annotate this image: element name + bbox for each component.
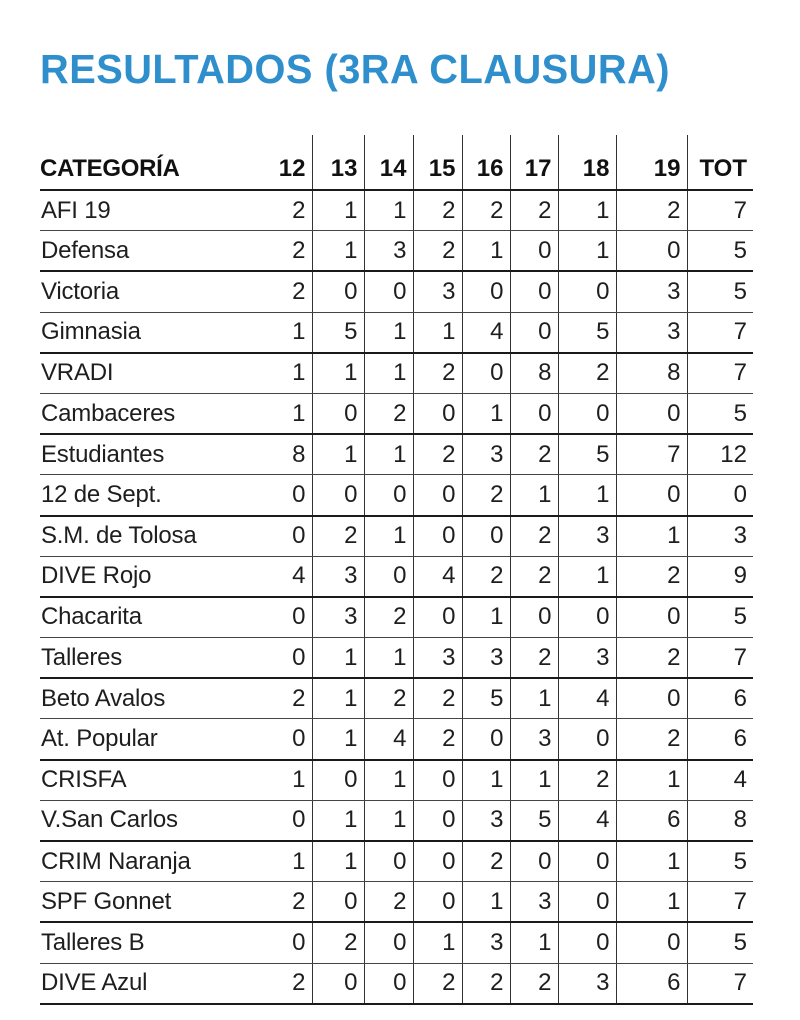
table-row	[40, 353, 753, 394]
score-cell: 1	[364, 434, 413, 475]
table-row	[40, 678, 753, 719]
score-cell: 0	[510, 231, 558, 272]
score-cell: 1	[312, 353, 364, 394]
table-row	[40, 597, 753, 638]
score-cell: 3	[558, 516, 616, 557]
score-cell: 1	[510, 760, 558, 801]
total-cell: 6	[687, 719, 753, 760]
score-cell: 2	[510, 963, 558, 1004]
score-cell: 0	[510, 597, 558, 638]
results-table	[40, 135, 753, 1005]
score-cell: 0	[413, 597, 462, 638]
score-cell: 2	[616, 556, 687, 597]
score-cell: 0	[312, 271, 364, 312]
team-name: Victoria	[40, 271, 270, 312]
score-cell: 0	[616, 475, 687, 516]
team-name: VRADI	[40, 353, 270, 394]
score-cell: 2	[413, 353, 462, 394]
score-cell: 2	[510, 556, 558, 597]
team-name: AFI 19	[40, 190, 270, 231]
score-cell: 0	[364, 922, 413, 963]
score-cell: 2	[462, 963, 510, 1004]
score-cell: 0	[616, 678, 687, 719]
table-row	[40, 963, 753, 1004]
team-name: DIVE Rojo	[40, 556, 270, 597]
score-cell: 1	[558, 190, 616, 231]
score-cell: 2	[510, 638, 558, 679]
score-cell: 0	[312, 475, 364, 516]
score-cell: 0	[270, 516, 312, 557]
score-cell: 5	[312, 312, 364, 353]
score-cell: 2	[413, 719, 462, 760]
score-cell: 4	[558, 678, 616, 719]
score-cell: 0	[558, 719, 616, 760]
score-cell: 0	[510, 271, 558, 312]
score-cell: 0	[270, 800, 312, 841]
score-cell: 2	[616, 719, 687, 760]
score-cell: 1	[462, 760, 510, 801]
total-cell: 5	[687, 597, 753, 638]
score-cell: 0	[312, 760, 364, 801]
score-cell: 0	[558, 882, 616, 923]
table-row	[40, 922, 753, 963]
score-cell: 0	[413, 516, 462, 557]
score-cell: 3	[616, 312, 687, 353]
team-name: SPF Gonnet	[40, 882, 270, 923]
score-cell: 3	[462, 922, 510, 963]
score-cell: 1	[558, 556, 616, 597]
score-cell: 2	[510, 516, 558, 557]
score-cell: 0	[270, 922, 312, 963]
score-cell: 3	[462, 800, 510, 841]
score-cell: 2	[270, 271, 312, 312]
team-name: Estudiantes	[40, 434, 270, 475]
page-title: RESULTADOS (3RA CLAUSURA)	[40, 46, 671, 92]
score-cell: 0	[510, 312, 558, 353]
score-cell: 2	[413, 434, 462, 475]
score-cell: 1	[312, 800, 364, 841]
score-cell: 0	[510, 393, 558, 434]
total-cell: 5	[687, 841, 753, 882]
score-cell: 3	[462, 434, 510, 475]
table-row	[40, 760, 753, 801]
score-cell: 0	[364, 475, 413, 516]
team-name: Cambaceres	[40, 393, 270, 434]
score-cell: 0	[413, 475, 462, 516]
score-cell: 0	[413, 393, 462, 434]
score-cell: 1	[364, 516, 413, 557]
total-cell: 7	[687, 638, 753, 679]
team-name: CRISFA	[40, 760, 270, 801]
score-cell: 1	[312, 190, 364, 231]
table-row	[40, 719, 753, 760]
score-cell: 2	[413, 231, 462, 272]
score-cell: 2	[270, 882, 312, 923]
score-cell: 1	[364, 190, 413, 231]
score-cell: 2	[364, 393, 413, 434]
column-header: 15	[413, 135, 462, 190]
column-header: 17	[510, 135, 558, 190]
table-row	[40, 841, 753, 882]
score-cell: 2	[462, 556, 510, 597]
score-cell: 8	[510, 353, 558, 394]
score-cell: 2	[510, 434, 558, 475]
score-cell: 8	[616, 353, 687, 394]
table-row	[40, 882, 753, 923]
column-header: 14	[364, 135, 413, 190]
score-cell: 2	[270, 963, 312, 1004]
team-name: Talleres B	[40, 922, 270, 963]
score-cell: 0	[462, 719, 510, 760]
score-cell: 3	[558, 638, 616, 679]
score-cell: 2	[364, 678, 413, 719]
score-cell: 7	[616, 434, 687, 475]
score-cell: 1	[270, 393, 312, 434]
score-cell: 6	[616, 800, 687, 841]
score-cell: 0	[270, 719, 312, 760]
total-cell: 6	[687, 678, 753, 719]
score-cell: 5	[510, 800, 558, 841]
score-cell: 2	[413, 678, 462, 719]
score-cell: 2	[558, 760, 616, 801]
score-cell: 0	[558, 841, 616, 882]
score-cell: 4	[558, 800, 616, 841]
score-cell: 2	[270, 678, 312, 719]
team-name: CRIM Naranja	[40, 841, 270, 882]
score-cell: 3	[616, 271, 687, 312]
table-row	[40, 475, 753, 516]
score-cell: 5	[462, 678, 510, 719]
score-cell: 1	[616, 882, 687, 923]
score-cell: 0	[616, 597, 687, 638]
table-row	[40, 190, 753, 231]
score-cell: 0	[364, 841, 413, 882]
score-cell: 4	[270, 556, 312, 597]
score-cell: 1	[364, 353, 413, 394]
score-cell: 1	[616, 760, 687, 801]
score-cell: 0	[558, 393, 616, 434]
column-header: TOT	[687, 135, 753, 190]
score-cell: 0	[364, 963, 413, 1004]
total-cell: 4	[687, 760, 753, 801]
score-cell: 1	[270, 312, 312, 353]
score-cell: 0	[413, 882, 462, 923]
score-cell: 2	[364, 597, 413, 638]
column-header: 13	[312, 135, 364, 190]
score-cell: 1	[364, 638, 413, 679]
team-name: Chacarita	[40, 597, 270, 638]
table-row	[40, 231, 753, 272]
score-cell: 3	[312, 597, 364, 638]
table-row	[40, 393, 753, 434]
score-cell: 0	[364, 271, 413, 312]
score-cell: 4	[462, 312, 510, 353]
score-cell: 2	[312, 516, 364, 557]
total-cell: 5	[687, 393, 753, 434]
score-cell: 0	[312, 882, 364, 923]
score-cell: 1	[364, 800, 413, 841]
column-header: 16	[462, 135, 510, 190]
column-header: 19	[616, 135, 687, 190]
table-row	[40, 516, 753, 557]
score-cell: 1	[510, 678, 558, 719]
score-cell: 5	[558, 312, 616, 353]
team-name: Defensa	[40, 231, 270, 272]
score-cell: 3	[364, 231, 413, 272]
total-cell: 5	[687, 231, 753, 272]
team-name: V.San Carlos	[40, 800, 270, 841]
score-cell: 2	[413, 963, 462, 1004]
team-name: Gimnasia	[40, 312, 270, 353]
score-cell: 1	[312, 678, 364, 719]
score-cell: 1	[270, 841, 312, 882]
score-cell: 2	[270, 190, 312, 231]
score-cell: 6	[616, 963, 687, 1004]
score-cell: 3	[558, 963, 616, 1004]
score-cell: 1	[312, 841, 364, 882]
score-cell: 0	[312, 393, 364, 434]
score-cell: 0	[558, 922, 616, 963]
score-cell: 2	[616, 190, 687, 231]
score-cell: 4	[413, 556, 462, 597]
score-cell: 1	[270, 353, 312, 394]
score-cell: 0	[413, 800, 462, 841]
total-cell: 5	[687, 922, 753, 963]
score-cell: 0	[462, 271, 510, 312]
score-cell: 1	[462, 231, 510, 272]
score-cell: 1	[616, 841, 687, 882]
team-name: 12 de Sept.	[40, 475, 270, 516]
table-row	[40, 271, 753, 312]
score-cell: 0	[558, 271, 616, 312]
score-cell: 0	[312, 963, 364, 1004]
score-cell: 3	[462, 638, 510, 679]
score-cell: 1	[558, 231, 616, 272]
table-row	[40, 556, 753, 597]
score-cell: 2	[270, 231, 312, 272]
score-cell: 2	[312, 922, 364, 963]
score-cell: 2	[413, 190, 462, 231]
score-cell: 0	[616, 393, 687, 434]
score-cell: 1	[510, 922, 558, 963]
score-cell: 8	[270, 434, 312, 475]
score-cell: 3	[312, 556, 364, 597]
total-cell: 7	[687, 190, 753, 231]
score-cell: 2	[462, 190, 510, 231]
total-cell: 8	[687, 800, 753, 841]
score-cell: 1	[510, 475, 558, 516]
team-name: S.M. de Tolosa	[40, 516, 270, 557]
score-cell: 1	[312, 231, 364, 272]
header-row	[40, 135, 753, 190]
score-cell: 1	[312, 434, 364, 475]
score-cell: 0	[616, 231, 687, 272]
score-cell: 5	[558, 434, 616, 475]
team-name: Talleres	[40, 638, 270, 679]
score-cell: 0	[462, 516, 510, 557]
column-header: 12	[270, 135, 312, 190]
score-cell: 0	[510, 841, 558, 882]
total-cell: 7	[687, 353, 753, 394]
score-cell: 1	[616, 516, 687, 557]
total-cell: 3	[687, 516, 753, 557]
score-cell: 2	[616, 638, 687, 679]
score-cell: 3	[510, 719, 558, 760]
score-cell: 2	[364, 882, 413, 923]
score-cell: 2	[510, 190, 558, 231]
score-cell: 0	[616, 922, 687, 963]
total-cell: 7	[687, 312, 753, 353]
team-name: At. Popular	[40, 719, 270, 760]
total-cell: 7	[687, 963, 753, 1004]
total-cell: 7	[687, 882, 753, 923]
total-cell: 0	[687, 475, 753, 516]
score-cell: 3	[510, 882, 558, 923]
score-cell: 0	[364, 556, 413, 597]
team-name: DIVE Azul	[40, 963, 270, 1004]
score-cell: 0	[270, 638, 312, 679]
score-cell: 4	[364, 719, 413, 760]
total-cell: 5	[687, 271, 753, 312]
score-cell: 1	[462, 597, 510, 638]
table-row	[40, 434, 753, 475]
team-name: Beto Avalos	[40, 678, 270, 719]
score-cell: 2	[462, 475, 510, 516]
score-cell: 1	[462, 393, 510, 434]
table-body	[40, 190, 753, 1004]
score-cell: 2	[558, 353, 616, 394]
score-cell: 0	[558, 597, 616, 638]
score-cell: 1	[364, 312, 413, 353]
score-cell: 1	[312, 719, 364, 760]
score-cell: 0	[462, 353, 510, 394]
column-header: 18	[558, 135, 616, 190]
score-cell: 2	[462, 841, 510, 882]
score-cell: 1	[413, 312, 462, 353]
score-cell: 0	[413, 841, 462, 882]
score-cell: 0	[270, 597, 312, 638]
score-cell: 0	[270, 475, 312, 516]
score-cell: 3	[413, 638, 462, 679]
score-cell: 1	[312, 638, 364, 679]
total-cell: 12	[687, 434, 753, 475]
score-cell: 1	[364, 760, 413, 801]
table-row	[40, 312, 753, 353]
column-header: CATEGORÍA	[40, 135, 270, 190]
total-cell: 9	[687, 556, 753, 597]
score-cell: 1	[462, 882, 510, 923]
score-cell: 1	[413, 922, 462, 963]
table-row	[40, 638, 753, 679]
score-cell: 0	[413, 760, 462, 801]
score-cell: 1	[270, 760, 312, 801]
score-cell: 3	[413, 271, 462, 312]
table-row	[40, 800, 753, 841]
score-cell: 1	[558, 475, 616, 516]
